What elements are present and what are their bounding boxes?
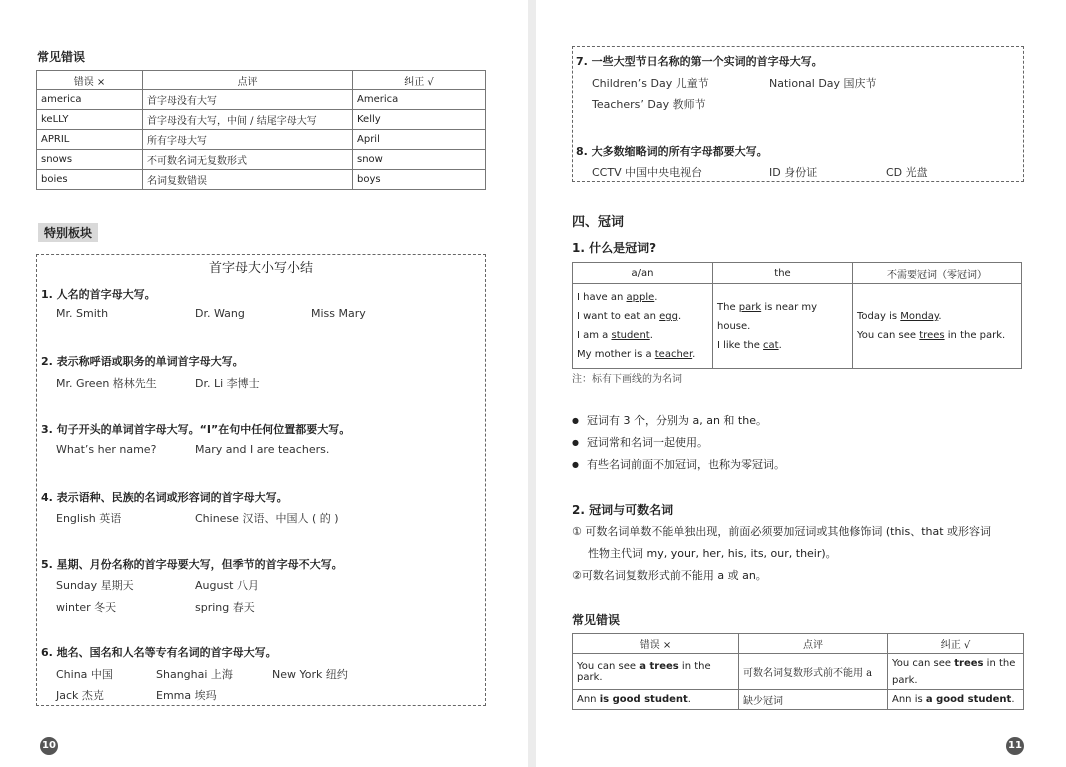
table-row [37, 110, 486, 130]
question-title: 1. 什么是冠词? [572, 241, 657, 255]
example: English 英语 [56, 512, 122, 525]
example: Sunday 星期天 [56, 579, 134, 592]
table-cell: keLLY [37, 110, 143, 130]
table-cell: snows [37, 150, 143, 170]
example: Mr. Smith [56, 307, 109, 320]
table-cell [853, 284, 1022, 369]
table-cell: Ann is good student. [573, 690, 739, 710]
special-tag: 特别板块 [38, 223, 98, 242]
table-cell: 首字母没有大写 [143, 90, 353, 110]
table-cell: You can see a trees in the park. [573, 654, 739, 690]
example: August 八月 [195, 579, 259, 592]
example-sentence: My mother is a teacher. [577, 349, 696, 360]
article-table [572, 262, 1022, 369]
example: New York 纽约 [272, 668, 348, 681]
table-header: 错误 × [573, 634, 739, 654]
errors-title: 常见错误 [37, 50, 86, 64]
rule-title: 2. 表示称呼语或职务的单词首字母大写。 [41, 355, 244, 368]
example: Emma 埃玛 [156, 689, 217, 702]
table-header: 纠正 √ [353, 71, 486, 90]
example: Miss Mary [311, 307, 366, 320]
left-page [0, 0, 528, 767]
example: China 中国 [56, 668, 113, 681]
table-cell: Ann is a good student. [888, 690, 1024, 710]
example: Jack 杰克 [56, 689, 104, 702]
table-row [37, 170, 486, 190]
table-cell: boys [353, 170, 486, 190]
rule-title: 8. 大多数缩略词的所有字母都要大写。 [576, 145, 768, 158]
note: 注：标有下画线的为名词 [572, 374, 682, 385]
example: National Day 国庆节 [769, 77, 877, 90]
table-cell: APRIL [37, 130, 143, 150]
table-cell: America [353, 90, 486, 110]
right-page [536, 0, 1066, 767]
example: Shanghai 上海 [156, 668, 233, 681]
table-cell: 所有字母大写 [143, 130, 353, 150]
example: Dr. Li 李博士 [195, 377, 260, 390]
errors-table [572, 633, 1024, 710]
table-header: a/an [573, 263, 713, 284]
table-header: 不需要冠词（零冠词） [853, 263, 1022, 284]
table-cell: 缺少冠词 [739, 690, 888, 710]
table-row [573, 690, 1024, 710]
table-cell: 可数名词复数形式前不能用 a [739, 654, 888, 690]
table-cell: 名词复数错误 [143, 170, 353, 190]
table-cell: April [353, 130, 486, 150]
question-title: 2. 冠词与可数名词 [572, 503, 674, 517]
table-header: 点评 [739, 634, 888, 654]
example: winter 冬天 [56, 601, 117, 614]
table-row [573, 654, 1024, 690]
example: Children’s Day 儿童节 [592, 77, 709, 90]
rule-title: 4. 表示语种、民族的名词或形容词的首字母大写。 [41, 491, 288, 504]
example-sentence: I am a student. [577, 330, 653, 341]
rule-title: 7. 一些大型节日名称的第一个实词的首字母大写。 [576, 55, 823, 68]
example: Teachers’ Day 教师节 [592, 98, 706, 111]
example-sentence: I have an apple. [577, 292, 658, 303]
table-header: the [713, 263, 853, 284]
bullet-item: ● 冠词有 3 个，分别为 a, an 和 the。 [572, 412, 767, 428]
rule-title: 6. 地名、国名和人名等专有名词的首字母大写。 [41, 646, 277, 659]
paragraph: ②可数名词复数形式前不能用 a 或 an。 [572, 569, 767, 582]
errors-table [36, 70, 486, 190]
example-sentence: I want to eat an egg. [577, 311, 682, 322]
table-cell: Kelly [353, 110, 486, 130]
bullet-item: ● 有些名词前面不加冠词，也称为零冠词。 [572, 456, 785, 472]
table-cell: boies [37, 170, 143, 190]
paragraph: 性物主代词 my, your, her, his, its, our, their)。 [588, 547, 837, 560]
table-row [573, 284, 1022, 369]
table-cell: You can see trees in the park. [888, 654, 1024, 690]
example-sentence: The park is near my house. [717, 301, 818, 332]
section-title: 四、冠词 [572, 215, 625, 230]
example: ID 身份证 [769, 166, 818, 179]
paragraph: ① 可数名词单数不能单独出现，前面必须要加冠词或其他修饰词 (this、that 或形容词 [572, 525, 992, 538]
example: CCTV 中国中央电视台 [592, 166, 703, 179]
example: What’s her name? [56, 443, 157, 456]
example-sentence: You can see trees in the park. [857, 330, 1006, 341]
table-header: 纠正 √ [888, 634, 1024, 654]
example: Mr. Green 格林先生 [56, 377, 157, 390]
table-row [37, 90, 486, 110]
table-header: 错误 × [37, 71, 143, 90]
bullet-item: ● 冠词常和名词一起使用。 [572, 434, 708, 450]
table-header: 点评 [143, 71, 353, 90]
rule-title: 5. 星期、月份名称的首字母要大写，但季节的首字母不大写。 [41, 558, 343, 571]
table-cell: 不可数名词无复数形式 [143, 150, 353, 170]
example: CD 光盘 [886, 166, 928, 179]
table-cell: 首字母没有大写，中间 / 结尾字母大写 [143, 110, 353, 130]
example-sentence: I like the cat. [717, 339, 782, 351]
table-cell [573, 284, 713, 369]
example: Dr. Wang [195, 307, 245, 320]
errors-title: 常见错误 [572, 613, 621, 627]
example: Chinese 汉语、中国人 ( 的 ) [195, 512, 339, 525]
table-cell: america [37, 90, 143, 110]
example-sentence: Today is Monday. [857, 311, 942, 322]
table-row [37, 150, 486, 170]
table-cell: snow [353, 150, 486, 170]
rule-title: 1. 人名的首字母大写。 [41, 288, 156, 301]
example: Mary and I are teachers. [195, 443, 330, 456]
table-row [37, 130, 486, 150]
page-number: 10 [40, 737, 58, 755]
summary-box [36, 254, 486, 706]
page-number: 11 [1006, 737, 1024, 755]
example: spring 春天 [195, 601, 255, 614]
table-cell [713, 284, 853, 369]
rule-title: 3. 句子开头的单词首字母大写。“I”在句中任何位置都要大写。 [41, 423, 351, 436]
box-title: 首字母大小写小结 [208, 261, 313, 276]
